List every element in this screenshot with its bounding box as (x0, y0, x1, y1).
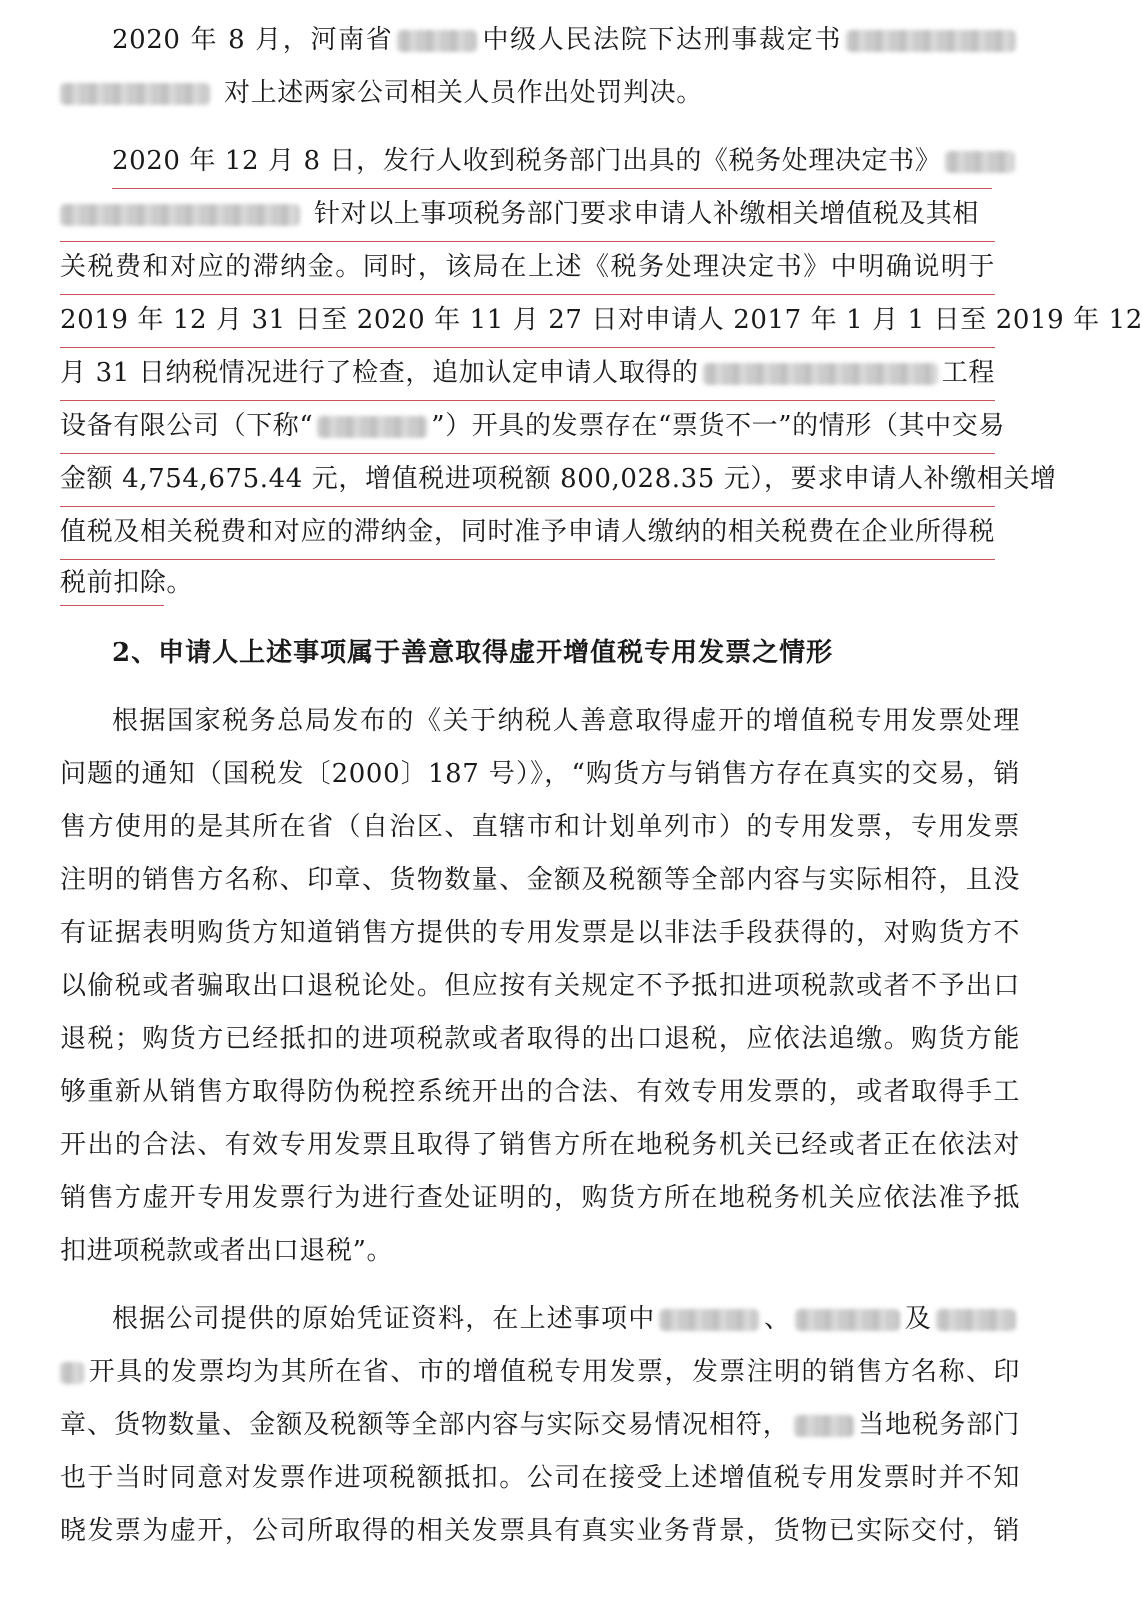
redacted-text (60, 83, 210, 105)
paragraph-3-line-2: 问题的通知（国税发〔2000〕187 号）》，“购货方与销售方存在真实的交易，销 (60, 759, 1020, 789)
text-segment: 、 (763, 1304, 792, 1334)
text-segment: 开具的发票均为其所在省、市的增值税专用发票，发票注明的销售方名称、印 (88, 1357, 1020, 1387)
paragraph-3-line-6: 以偷税或者骗取出口退税论处。但应按有关规定不予抵扣进项税款或者不予出口 (60, 971, 1020, 1001)
text-segment: 章、货物数量、金额及税额等全部内容与实际交易情况相符， (60, 1410, 790, 1440)
paragraph-4-line-2 (60, 1345, 1020, 1399)
text-segment: 工程 (941, 358, 995, 388)
paragraph-4-line-4: 也于当时同意对发票作进项税额抵扣。公司在接受上述增值税专用发票时并不知 (60, 1463, 1020, 1493)
text-segment: 2020 年 8 月，河南省 (112, 25, 394, 55)
paragraph-2-line-3: 关税费和对应的滞纳金。同时，该局在上述《税务处理决定书》中明确说明于 (60, 240, 995, 295)
paragraph-1-line-2 (60, 66, 1020, 120)
text-segment: 2020 年 12 月 8 日，发行人收到税务部门出具的《税务处理决定书》 (112, 146, 942, 176)
paragraph-2-line-5 (60, 346, 995, 401)
paragraph-3-line-9: 开出的合法、有效专用发票且取得了销售方所在地税务机关已经或者正在依法对 (60, 1130, 1020, 1160)
paragraph-2-line-1 (112, 134, 992, 189)
redacted-text (60, 204, 300, 226)
redacted-text (397, 30, 477, 52)
paragraph-2-line-2 (60, 187, 995, 242)
paragraph-4-line-3 (60, 1398, 1020, 1452)
text-segment: 及 (904, 1304, 932, 1334)
redacted-text (945, 151, 1015, 173)
redacted-text (846, 30, 1016, 52)
paragraph-3-line-10: 销售方虚开专用发票行为进行查处证明的，购货方所在地税务机关应依法准予抵 (60, 1183, 1020, 1213)
paragraph-3-line-11: 扣进项税款或者出口退税”。 (60, 1236, 394, 1266)
text-segment: 当地税务部门 (857, 1410, 1020, 1440)
redacted-text (703, 363, 938, 385)
text-segment: 月 31 日纳税情况进行了检查，追加认定申请人取得的 (60, 358, 699, 388)
paragraph-2-line-9: 税前扣除。 (60, 568, 194, 598)
text-segment: 设备有限公司（下称“ (60, 411, 314, 441)
paragraph-4-line-5: 晓发票为虚开，公司所取得的相关发票具有真实业务背景，货物已实际交付，销 (60, 1516, 1020, 1546)
paragraph-3-line-7: 退税；购货方已经抵扣的进项税款或者取得的出口退税，应依法追缴。购货方能 (60, 1024, 1020, 1054)
underline-mark (60, 605, 164, 606)
paragraph-3-line-1: 根据国家税务总局发布的《关于纳税人善意取得虚开的增值税专用发票处理 (112, 706, 1020, 736)
paragraph-2-line-8: 值税及相关税费和对应的滞纳金，同时准予申请人缴纳的相关税费在企业所得税 (60, 505, 995, 560)
redacted-text (60, 1362, 84, 1384)
text-segment: 对上述两家公司相关人员作出处罚判决。 (224, 78, 703, 108)
section-heading: 2、申请人上述事项属于善意取得虚开增值税专用发票之情形 (112, 638, 834, 668)
redacted-text (659, 1309, 759, 1331)
paragraph-3-line-3: 售方使用的是其所在省（自治区、直辖市和计划单列市）的专用发票，专用发票 (60, 812, 1020, 842)
paragraph-2-line-6 (60, 399, 1005, 454)
paragraph-4-line-1 (112, 1292, 1020, 1346)
text-segment: ”）开具的发票存在“票货不一”的情形（其中交易 (431, 411, 1005, 441)
paragraph-3-line-5: 有证据表明购货方知道销售方提供的专用发票是以非法手段获得的，对购货方不 (60, 918, 1020, 948)
paragraph-3-line-4: 注明的销售方名称、印章、货物数量、金额及税额等全部内容与实际相符，且没 (60, 865, 1020, 895)
paragraph-1-line-1 (112, 13, 1020, 67)
text-segment: 针对以上事项税务部门要求申请人补缴相关增值税及其相 (314, 199, 980, 229)
redacted-text (795, 1309, 900, 1331)
paragraph-2-line-7: 金额 4,754,675.44 元，增值税进项税额 800,028.35 元），要求申请人补缴相关增 (60, 452, 995, 507)
paragraph-3-line-8: 够重新从销售方取得防伪税控系统开出的合法、有效专用发票的，或者取得手工 (60, 1077, 1020, 1107)
redacted-text (936, 1309, 1016, 1331)
text-segment: 中级人民法院下达刑事裁定书 (481, 25, 842, 55)
paragraph-2-line-4: 2019 年 12 月 31 日至 2020 年 11 月 27 日对申请人 2017 年 1 月 1 日至 2019 年 12 (60, 293, 995, 348)
redacted-text (317, 416, 427, 438)
redacted-text (794, 1415, 854, 1437)
text-segment: 根据公司提供的原始凭证资料，在上述事项中 (112, 1304, 656, 1334)
